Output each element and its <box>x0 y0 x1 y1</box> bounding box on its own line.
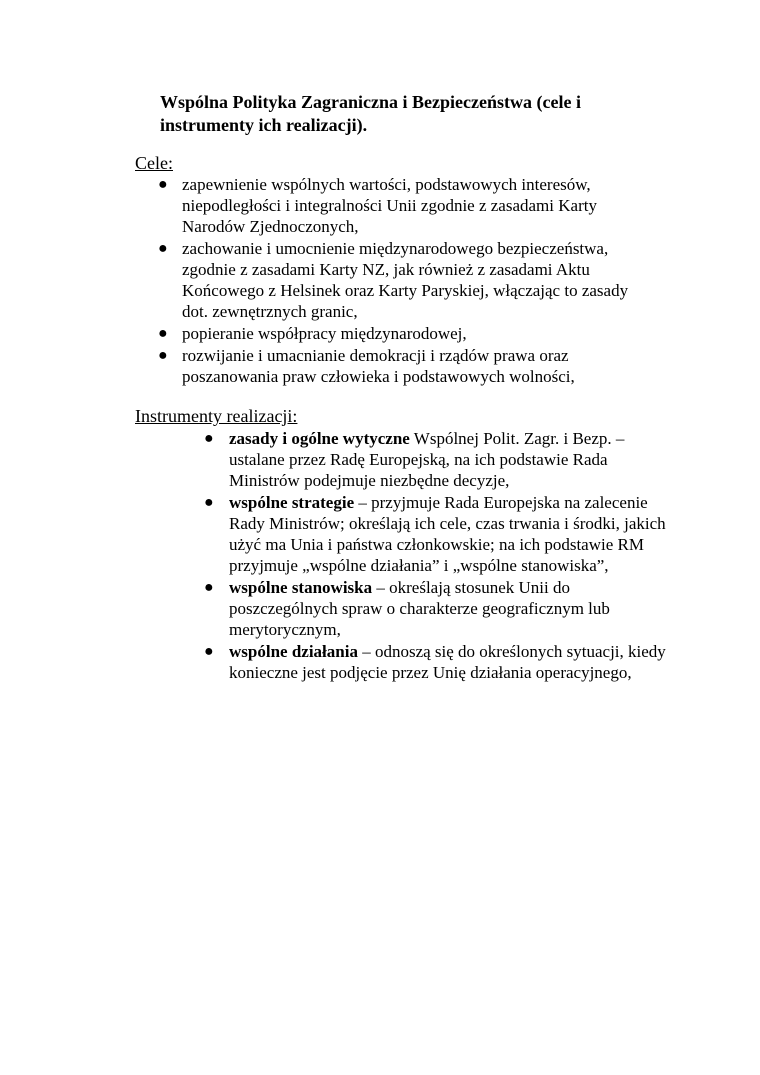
list-item <box>204 492 674 576</box>
instrument-description: – przyjmuje Rada Europejska na zalecenie Rady Ministrów; określają ich cele, czas trwania i środki, jakich użyć ma Unia i państwa członkowskie; na ich podstawie RM przyjmuje „wspólne działania” i „wspólne stanowiska”, <box>229 493 666 575</box>
goal-text: rozwijanie i umacnianie demokracji i rządów prawa oraz poszanowania praw człowieka i podstawowych wolności, <box>182 346 575 386</box>
instrument-term: zasady i ogólne wytyczne <box>229 429 410 448</box>
list-item <box>158 174 658 237</box>
instrument-term: wspólne strategie <box>229 493 355 512</box>
document-title: Wspólna Polityka Zagraniczna i Bezpieczeństwa (cele i instrumenty ich realizacji). <box>160 92 581 135</box>
bullet-icon: ● <box>204 430 214 447</box>
list-item <box>204 428 674 491</box>
instrument-description: Wspólnej Polit. Zagr. i Bezp. – ustalane przez Radę Europejską, na ich podstawie Rada Ministrów podejmuje niezbędne decyzje, <box>229 429 625 490</box>
bullet-icon: ● <box>158 240 168 257</box>
list-item <box>158 323 658 344</box>
instruments-heading: Instrumenty realizacji: <box>135 406 298 426</box>
instrument-text <box>229 428 674 491</box>
bullet-icon: ● <box>158 347 168 364</box>
bullet-icon: ● <box>158 176 168 193</box>
instrument-description: – odnoszą się do określonych sytuacji, kiedy konieczne jest podjęcie przez Unię działania operacyjnego, <box>229 642 666 682</box>
instrument-term: wspólne działania <box>229 642 358 661</box>
goal-text: zapewnienie wspólnych wartości, podstawowych interesów, niepodległości i integralności Unii zgodnie z zasadami Karty Narodów Zjednoczonych, <box>182 175 597 236</box>
instrument-term: wspólne stanowiska <box>229 578 373 597</box>
bullet-icon: ● <box>204 494 214 511</box>
instrument-description: – określają stosunek Unii do poszczególnych spraw o charakterze geograficznym lub merytorycznym, <box>229 578 610 639</box>
instrument-text <box>229 577 674 640</box>
instruments-list <box>204 428 674 684</box>
bullet-icon: ● <box>204 643 214 660</box>
goal-text: zachowanie i umocnienie międzynarodowego bezpieczeństwa, zgodnie z zasadami Karty NZ, jak również z zasadami Aktu Końcowego z Helsinek oraz Karty Paryskiej, włączając to zasady dot. zewnętrznych granic, <box>182 239 629 321</box>
list-item <box>204 577 674 640</box>
goals-list <box>158 174 658 388</box>
list-item <box>158 238 658 322</box>
bullet-icon: ● <box>158 325 168 342</box>
list-item <box>158 345 658 387</box>
goal-text: popieranie współpracy międzynarodowej, <box>182 324 467 343</box>
instrument-text <box>229 492 674 576</box>
bullet-icon: ● <box>204 579 214 596</box>
goals-heading: Cele: <box>135 153 173 173</box>
list-item <box>204 641 674 683</box>
instrument-text <box>229 641 674 683</box>
